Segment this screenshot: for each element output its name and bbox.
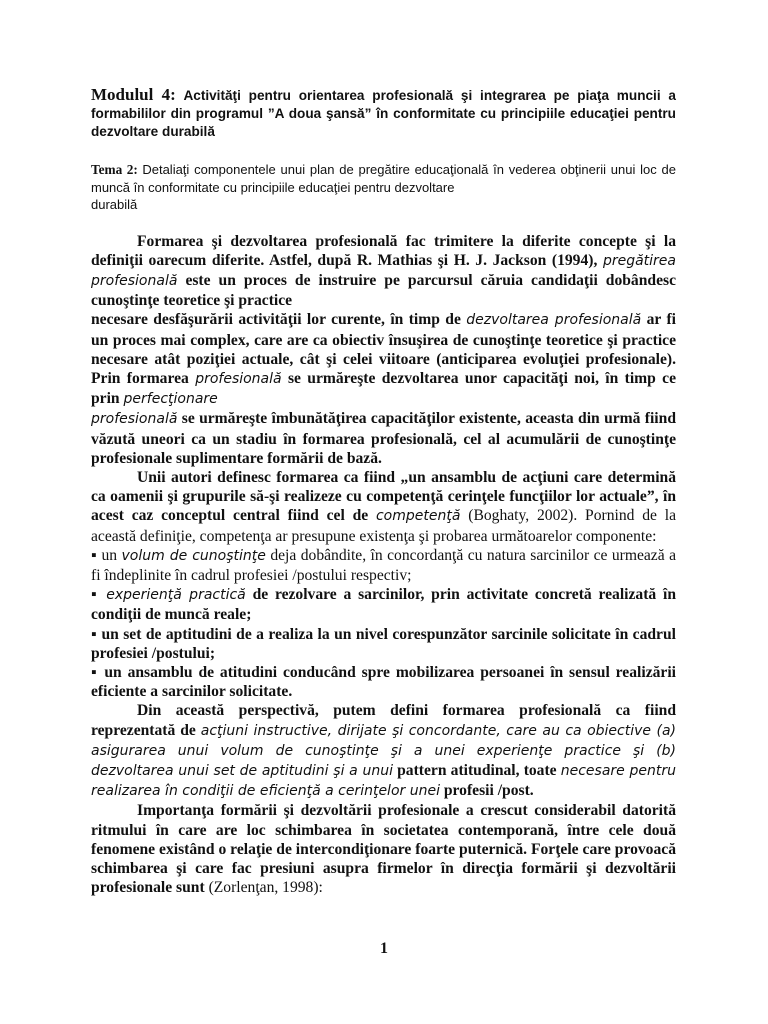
paragraph-1-continued [91, 310, 676, 409]
bullet-3: ▪ un set de aptitudini de a realiza la un nivel corespunzător sarcinile solicitate în cadrul profesiei /postului; [91, 625, 676, 662]
term-actiuni: acţiuni instructive, dirijate şi concordante, care au ca obiective (a) asigurarea unui volum de cunoştinţe şi a unei experienţe practice şi (b) dezvoltarea unui set de aptitudini şi a unui [91, 722, 676, 779]
document-body [91, 232, 676, 898]
bullet-text: de rezolvare a sarcinilor, prin activitate concretă realizată în condiţii de muncă reale; [91, 586, 677, 624]
bullet-2 [91, 585, 676, 624]
paragraph-4-text: Importanţa formării şi dezvoltării profesionale a crescut considerabil datorită ritmului în care are loc schimbarea în societatea contemporană, între cele două fenomene existând o relaţie de intercondiţionare foarte puternică. Forţele care provoacă schimbarea şi care fac presiuni asupra firmelor în direcţia formării şi dezvoltării profesionale sunt [91, 802, 676, 897]
bullet-4: ▪ un ansamblu de atitudini conducând spre mobilizarea persoanei în sensul realizării eficiente a sarcinilor solicitate. [91, 663, 676, 701]
document-page [91, 86, 676, 897]
citation: (Zorlenţan, 1998): [208, 879, 323, 897]
term-profesionala: profesională [195, 370, 282, 387]
paragraph-2-text: (Boghaty, 2002). Pornind de la această definiţie, competenţa ar presupune existenţa şi probarea următoarelor componente: [91, 507, 677, 545]
term-perfectionare: perfecţionare [123, 391, 218, 408]
paragraph-3-text: pattern atitudinal, toate [397, 761, 557, 779]
paragraph-1 [91, 232, 676, 311]
module-heading [91, 86, 676, 141]
paragraph-4 [91, 801, 676, 897]
term-dezvoltare: dezvoltarea profesională [466, 312, 642, 329]
term-necesare: necesare pentru realizarea în condiţii de eficienţă a cerinţelor unei [91, 762, 676, 800]
paragraph-1-end [91, 409, 676, 468]
bullet-marker: ▪ [91, 586, 100, 604]
paragraph-1-text: se urmăreşte dezvoltarea unor capacităţi noi, în timp ce prin [91, 369, 677, 408]
paragraph-3 [91, 701, 676, 801]
paragraph-1-text: se urmăreşte îmbunătăţirea capacităţilor existente, aceasta din urmă fiind văzută uneori ca un stadiu în formarea profesională, cel al acumulării de cunoştinţe profesionale suplimentare formării de bază. [91, 410, 676, 467]
module-title: Activităţi pentru orientarea profesională şi integrarea pe piaţa muncii a formabililor din programul ”A doua şansă” în conformitate cu principiile educaţiei pentru dezvoltare durabilă [91, 88, 676, 139]
bullet-text: deja dobândite, în concordanţă cu natura sarcinilor ce urmează a fi îndeplinite în cadrul profesiei /postului respectiv; [91, 546, 676, 584]
paragraph-1-text: este un proces de instruire pe parcursul căruia candidaţii dobândesc cunoştinţe teoretice şi practice [91, 271, 676, 310]
tema-text: Detaliaţi componentele unui plan de pregătire educaţională în vederea obţinerii unui loc de muncă în conformitate cu principiile educaţiei pentru dezvoltare [91, 162, 676, 195]
page-number: 1 [380, 940, 388, 957]
term-competenta: competenţă [375, 508, 461, 525]
tema-label: Tema 2: [91, 162, 138, 177]
term-volum: volum de cunoştinţe [121, 547, 266, 564]
paragraph-2-text: Unii autori definesc formarea ca fiind „un ansamblu de acţiuni care determină ca oamenii şi grupurile să-şi realizeze cu competenţă cerinţele funcţiilor lor actuale”, în acest caz conceptul central fiind cel de [91, 468, 676, 525]
module-label: Modulul 4: [91, 85, 176, 104]
bullet-1 [91, 546, 676, 585]
paragraph-1-text: Formarea şi dezvoltarea profesională fac trimitere la diferite concepte şi la definiţii oarecum diferite. Astfel, după R. Mathias şi H. J. Jackson (1994), [91, 232, 676, 269]
tema-heading [91, 161, 676, 214]
tema-text-continued: durabilă [91, 197, 138, 212]
paragraph-3-text: profesii /post. [443, 782, 534, 800]
paragraph-1-text: necesare desfăşurării activităţii lor curente, în timp de [91, 311, 461, 329]
paragraph-3-text: Din această perspectivă, putem defini formarea profesională ca fiind reprezentată de [91, 702, 676, 739]
bullet-text: ▪ un [91, 546, 118, 564]
term-experienta: experienţă practică [106, 587, 246, 604]
paragraph-2 [91, 468, 676, 546]
term-profesionala: profesională [91, 411, 178, 428]
paragraph-1-text: ar fi un proces mai complex, care are ca obiectiv însuşirea de cunoştinţe teoretice şi practice necesare atât poziţiei actuale, cât şi celei viitoare (anticiparea evoluţiei profesionale). Prin formarea [91, 311, 676, 387]
term-pregatire: pregătirea profesională [91, 252, 676, 289]
